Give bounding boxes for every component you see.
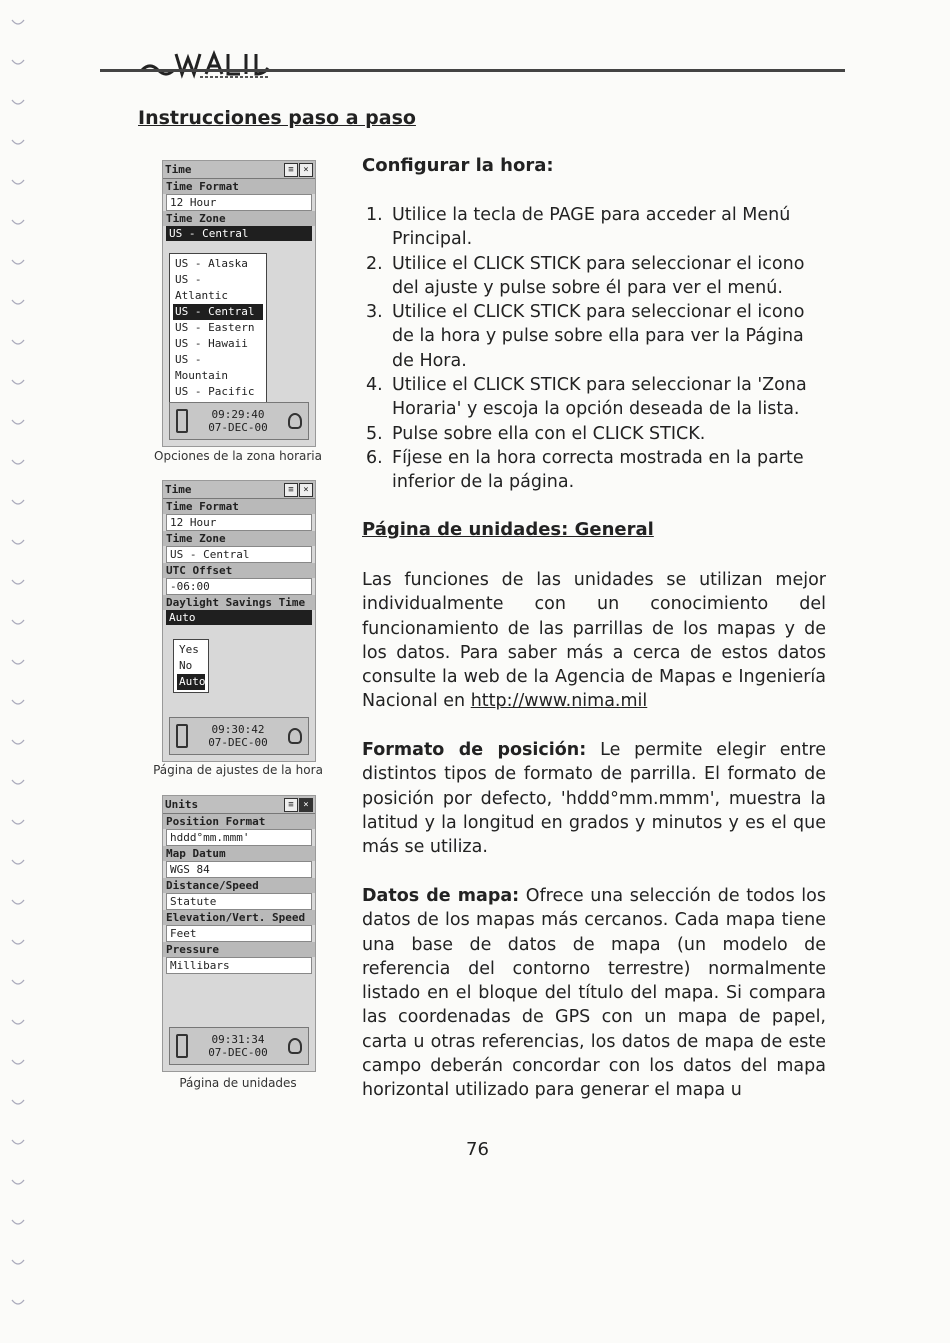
clock-date: 07-DEC-00: [208, 1046, 268, 1059]
list-item: 6. Fíjese en la hora correcta mostrada en la parte inferior de la página.: [366, 447, 804, 493]
clock-readout: [208, 408, 268, 434]
gps-screen-units: [162, 795, 316, 1072]
elevation-field[interactable]: Feet: [166, 925, 312, 942]
field-label: UTC Offset: [163, 563, 315, 578]
dropdown-option[interactable]: No: [179, 659, 193, 672]
utc-offset-field[interactable]: -06:00: [166, 578, 312, 595]
dropdown-option-selected[interactable]: US - Central: [173, 304, 263, 320]
clock-readout: [208, 723, 268, 749]
list-item: 3. Utilice el CLICK STICK para seleccionar el icono de la hora y pulse sobre ella para ver la Página de Hora.: [366, 302, 805, 371]
battery-icon: [176, 724, 188, 748]
position-format-text: Le permite elegir entre distintos tipos de formato de parrilla. El formato de posición por defecto, 'hddd°mm.mmm', muestra la latitud y la longitud en grados y minutos y es el que más se utiliza.: [362, 740, 826, 858]
distance-speed-field[interactable]: Statute: [166, 893, 312, 910]
figure-caption: Opciones de la zona horaria: [154, 449, 322, 463]
clock-time: 09:29:40: [211, 408, 265, 421]
intro-text: Las funciones de las unidades se utilizan mejor individualmente con un conocimiento del funcionamiento de las parrillas de los mapas y de los datos. Para saber más a cerca de estos datos consulte la web de la Agencia de Mapas e Ingeniería Nacional en: [362, 570, 826, 712]
field-label: Time Zone: [163, 211, 315, 226]
clock-date: 07-DEC-00: [208, 736, 268, 749]
close-icon[interactable]: ×: [299, 163, 313, 177]
field-label: Pressure: [163, 942, 315, 957]
header-rule: [100, 69, 845, 72]
heading-configure-time: Configurar la hora:: [362, 155, 554, 176]
map-datum-label: Datos de mapa:: [362, 886, 520, 906]
spiral-binding: [2, 0, 32, 1343]
screen-titlebar: [163, 161, 315, 179]
field-label: Time Format: [163, 499, 315, 514]
screen-title: Time: [165, 483, 192, 496]
figure-caption: Página de unidades: [179, 1076, 297, 1090]
field-label: Daylight Savings Time: [163, 595, 315, 610]
position-format-field[interactable]: hddd°mm.mmm': [166, 829, 312, 846]
time-zone-dropdown[interactable]: [169, 253, 267, 419]
page-number: 76: [466, 1139, 489, 1160]
dropdown-option-selected[interactable]: Auto: [179, 675, 206, 688]
backlight-icon: [288, 413, 302, 429]
time-format-field[interactable]: 12 Hour: [166, 514, 312, 531]
menu-icon[interactable]: ≡: [284, 163, 298, 177]
field-label: Distance/Speed: [163, 878, 315, 893]
field-label: Position Format: [163, 814, 315, 829]
gps-screen-time-settings: [162, 480, 316, 762]
heading-units-page: Página de unidades: General: [362, 519, 654, 540]
clock-readout: [208, 1033, 268, 1059]
clock-time: 09:31:34: [211, 1033, 265, 1046]
list-item: 5. Pulse sobre ella con el CLICK STICK.: [366, 423, 706, 444]
figure-caption: Página de ajustes de la hora: [153, 763, 323, 777]
field-label: Map Datum: [163, 846, 315, 861]
backlight-icon: [288, 728, 302, 744]
dropdown-option[interactable]: Yes: [179, 643, 199, 656]
map-datum-paragraph: [362, 884, 826, 1103]
menu-icon[interactable]: ≡: [284, 798, 298, 812]
dropdown-option[interactable]: US - Atlantic: [175, 273, 228, 302]
battery-icon: [176, 1034, 188, 1058]
time-format-field[interactable]: 12 Hour: [166, 194, 312, 211]
dropdown-option[interactable]: US - Hawaii: [175, 337, 248, 350]
clock-date: 07-DEC-00: [208, 421, 268, 434]
page-section-title: Instrucciones paso a paso: [138, 107, 416, 129]
nima-link[interactable]: http://www.nima.mil: [470, 691, 648, 712]
position-format-label: Formato de posición:: [362, 740, 587, 760]
status-bar: [169, 1027, 309, 1065]
brand-logo: [140, 46, 280, 80]
battery-icon: [176, 409, 188, 433]
screen-title: Time: [165, 163, 192, 176]
clock-time: 09:30:42: [211, 723, 265, 736]
map-datum-field[interactable]: WGS 84: [166, 861, 312, 878]
field-label: Time Format: [163, 179, 315, 194]
menu-icon[interactable]: ≡: [284, 483, 298, 497]
status-bar: [169, 717, 309, 755]
dropdown-option[interactable]: US - Alaska: [175, 257, 248, 270]
steps-list: [362, 203, 828, 495]
dropdown-option[interactable]: US - Mountain: [175, 353, 228, 382]
field-label: Elevation/Vert. Speed: [163, 910, 315, 925]
gps-screen-time-zone: [162, 160, 316, 447]
close-icon[interactable]: ×: [299, 483, 313, 497]
dropdown-option[interactable]: US - Eastern: [175, 321, 255, 334]
time-zone-field[interactable]: US - Central: [166, 226, 312, 241]
map-datum-text: Ofrece una selección de todos los datos de los mapas más cercanos. Cada mapa tiene una base de datos de mapa (un modelo de referencia del contorno terrestre) normalmente listado en el bloque del título del mapa. Si compara las coordenadas de GPS con un mapa de papel, carta u otras referencias, los datos de mapa de este campo deberán concordar con los datos del mapa horizontal utilizado para generar el mapa u: [362, 886, 826, 1101]
list-item: 4. Utilice el CLICK STICK para seleccionar la 'Zona Horaria' y escoja la opción deseada de la lista.: [366, 375, 807, 420]
backlight-icon: [288, 1038, 302, 1054]
daylight-savings-field[interactable]: Auto: [166, 610, 312, 625]
status-bar: [169, 402, 309, 440]
time-zone-field[interactable]: US - Central: [166, 546, 312, 563]
field-label: Time Zone: [163, 531, 315, 546]
dropdown-option[interactable]: US - Pacific: [175, 385, 255, 398]
screen-title: Units: [165, 798, 199, 811]
close-icon[interactable]: ×: [299, 798, 313, 812]
units-intro-paragraph: [362, 568, 826, 714]
daylight-dropdown[interactable]: [173, 639, 209, 693]
list-item: 2. Utilice el CLICK STICK para seleccionar el icono del ajuste y pulse sobre él para ver el menú.: [366, 253, 805, 298]
list-item: 1. Utilice la tecla de PAGE para acceder al Menú Principal.: [366, 205, 791, 250]
screen-titlebar: [163, 796, 315, 814]
pressure-field[interactable]: Millibars: [166, 957, 312, 974]
screen-titlebar: [163, 481, 315, 499]
position-format-paragraph: [362, 738, 826, 859]
